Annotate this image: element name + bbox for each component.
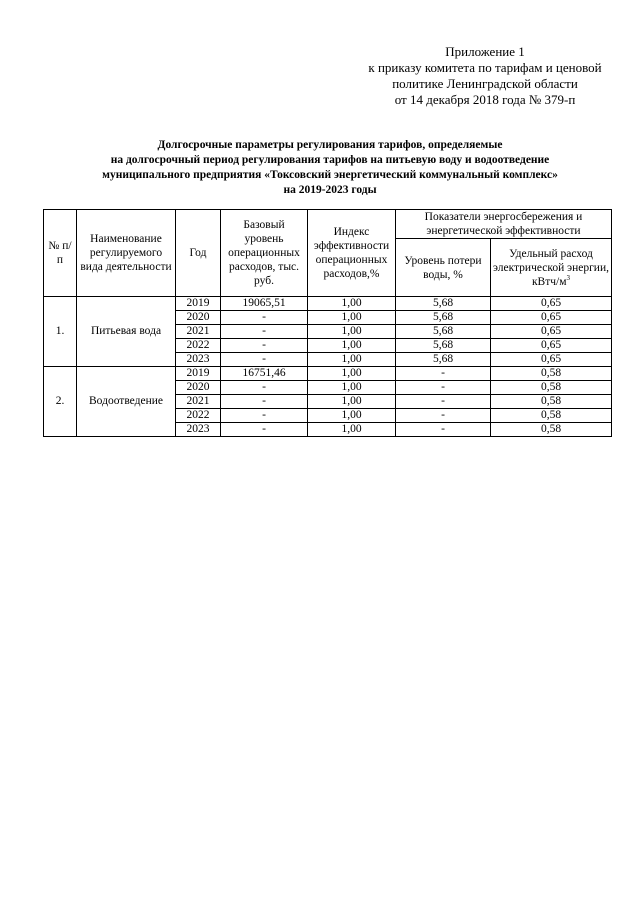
cell-specific-consumption: 0,58 (491, 395, 612, 409)
header-specific-superscript: 3 (566, 273, 571, 282)
cell-specific-consumption: 0,58 (491, 423, 612, 437)
cell-base-expenses: - (221, 353, 308, 367)
cell-efficiency-index: 1,00 (308, 353, 396, 367)
table-row (44, 367, 612, 381)
cell-specific-consumption: 0,65 (491, 311, 612, 325)
header-year: Год (176, 210, 221, 297)
cell-efficiency-index: 1,00 (308, 325, 396, 339)
cell-water-losses: 5,68 (396, 339, 491, 353)
parameters-table (43, 209, 612, 437)
cell-year: 2021 (176, 325, 221, 339)
cell-year: 2023 (176, 353, 221, 367)
title-line: на 2019-2023 годы (283, 184, 377, 196)
cell-year: 2021 (176, 395, 221, 409)
cell-year: 2019 (176, 367, 221, 381)
cell-water-losses: 5,68 (396, 297, 491, 311)
cell-efficiency-index: 1,00 (308, 367, 396, 381)
cell-specific-consumption: 0,58 (491, 367, 612, 381)
cell-water-losses: 5,68 (396, 353, 491, 367)
cell-base-expenses: 16751,46 (221, 367, 308, 381)
cell-specific-consumption: 0,58 (491, 409, 612, 423)
appendix-line: от 14 декабря 2018 года № 379-п (394, 92, 576, 107)
cell-water-losses: - (396, 409, 491, 423)
cell-efficiency-index: 1,00 (308, 311, 396, 325)
header-specific-consumption (491, 239, 612, 297)
table-body (44, 297, 612, 437)
document-title (40, 138, 620, 198)
table-row (44, 297, 612, 311)
cell-num: 2. (44, 367, 77, 437)
cell-water-losses: - (396, 423, 491, 437)
cell-base-expenses: - (221, 339, 308, 353)
cell-efficiency-index: 1,00 (308, 395, 396, 409)
header-num: № п/п (44, 210, 77, 297)
cell-year: 2023 (176, 423, 221, 437)
cell-year: 2020 (176, 381, 221, 395)
cell-base-expenses: - (221, 311, 308, 325)
cell-base-expenses: - (221, 325, 308, 339)
appendix-line: Приложение 1 (445, 44, 525, 59)
header-activity: Наименование регулируемого вида деятельности (77, 210, 176, 297)
cell-specific-consumption: 0,65 (491, 353, 612, 367)
appendix-line: политике Ленинградской области (392, 76, 578, 91)
cell-num: 1. (44, 297, 77, 367)
header-base-expenses: Базовый уровень операционных расходов, тыс. руб. (221, 210, 308, 297)
cell-year: 2022 (176, 339, 221, 353)
cell-base-expenses: - (221, 381, 308, 395)
cell-efficiency-index: 1,00 (308, 381, 396, 395)
cell-specific-consumption: 0,65 (491, 339, 612, 353)
cell-efficiency-index: 1,00 (308, 409, 396, 423)
appendix-line: к приказу комитета по тарифам и ценовой (368, 60, 602, 75)
appendix-block (360, 44, 610, 108)
cell-activity: Водоотведение (77, 367, 176, 437)
cell-base-expenses: - (221, 395, 308, 409)
cell-water-losses: - (396, 395, 491, 409)
cell-water-losses: 5,68 (396, 311, 491, 325)
cell-year: 2019 (176, 297, 221, 311)
cell-base-expenses: - (221, 409, 308, 423)
cell-base-expenses: - (221, 423, 308, 437)
cell-specific-consumption: 0,58 (491, 381, 612, 395)
cell-water-losses: - (396, 367, 491, 381)
cell-year: 2020 (176, 311, 221, 325)
header-energy-group: Показатели энергосбережения и энергетической эффективности (396, 210, 612, 239)
cell-year: 2022 (176, 409, 221, 423)
cell-activity: Питьевая вода (77, 297, 176, 367)
cell-water-losses: 5,68 (396, 325, 491, 339)
title-line: муниципального предприятия «Токсовский энергетический коммунальный комплекс» (102, 169, 558, 181)
cell-specific-consumption: 0,65 (491, 325, 612, 339)
title-line: на долгосрочный период регулирования тарифов на питьевую воду и водоотведение (110, 154, 550, 166)
header-efficiency-index: Индекс эффективности операционных расходов,% (308, 210, 396, 297)
cell-efficiency-index: 1,00 (308, 423, 396, 437)
cell-base-expenses: 19065,51 (221, 297, 308, 311)
cell-efficiency-index: 1,00 (308, 339, 396, 353)
header-water-losses: Уровень потери воды, % (396, 239, 491, 297)
header-specific-text: Удельный расход электрической энергии, кВтч/м (493, 247, 609, 288)
cell-water-losses: - (396, 381, 491, 395)
cell-efficiency-index: 1,00 (308, 297, 396, 311)
cell-specific-consumption: 0,65 (491, 297, 612, 311)
title-line: Долгосрочные параметры регулирования тарифов, определяемые (157, 139, 503, 151)
